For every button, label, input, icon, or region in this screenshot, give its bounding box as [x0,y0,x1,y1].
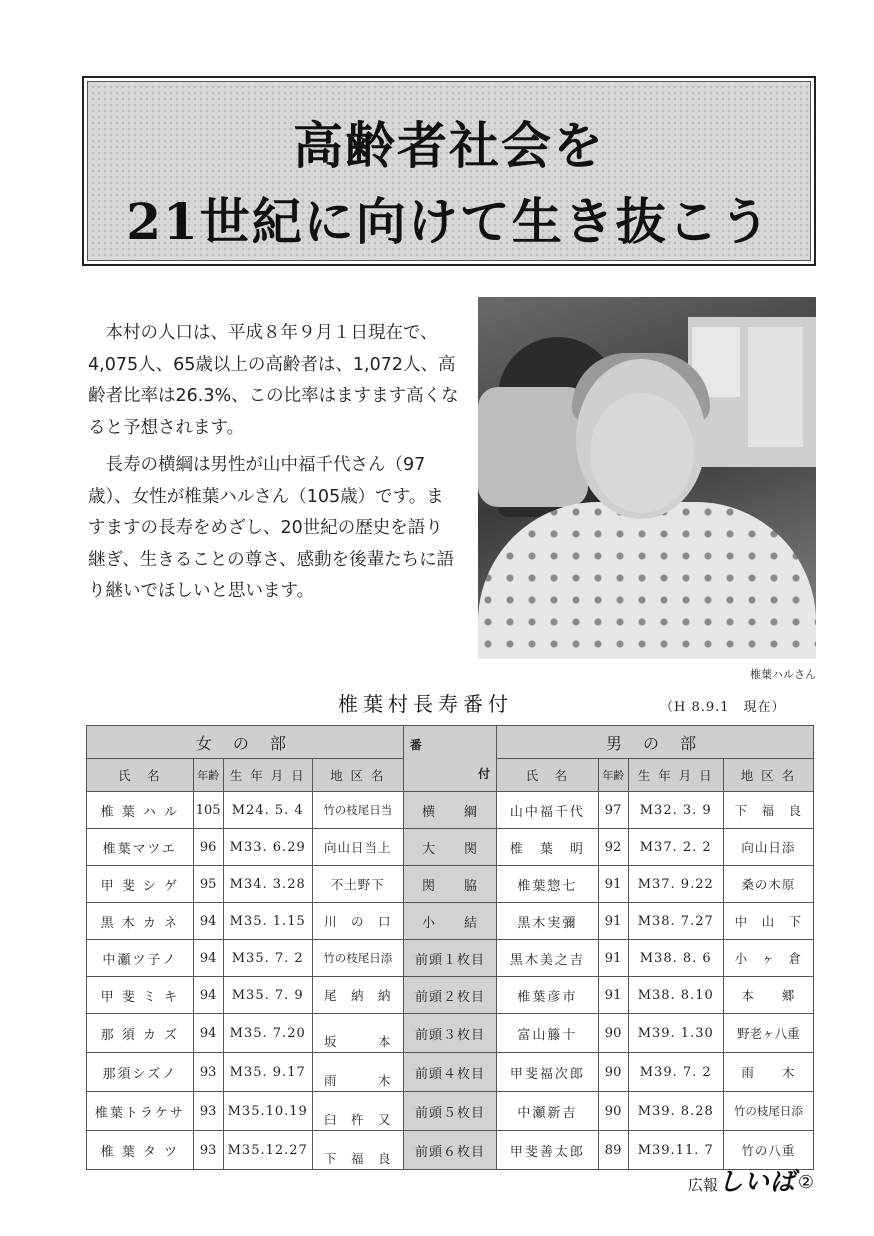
banzuke-header-bottom: 付 [478,766,491,781]
man-age: 91 [598,940,628,977]
woman-area: 竹の枝尾日添 [312,940,403,977]
man-name: 甲斐福次郎 [497,1053,598,1092]
woman-age: 93 [193,1131,223,1170]
woman-dob: M33. 6.29 [223,829,312,866]
intro-paragraph-2: 長寿の横綱は男性が山中福千代さん（97歳）、女性が椎葉ハルさん（105歳）です。ますますの長寿をめざし、20世紀の歴史を語り継ぎ、生きることの尊さ、感動を後輩たちに語り継いでほしいと思います。 [88,455,455,601]
woman-area: 向山日当上 [312,829,403,866]
man-name: 椎葉惣七 [497,866,598,903]
title-line-1: 高齢者社会を [293,116,605,175]
col-dob-women: 生 年 月 日 [223,759,312,792]
table-row [87,829,814,866]
woman-age: 95 [193,866,223,903]
man-age: 91 [598,903,628,940]
footer-koho: 広報 [687,1176,718,1194]
table-row [87,977,814,1014]
woman-age: 96 [193,829,223,866]
woman-dob: M35. 7. 2 [223,940,312,977]
ranking-title: 椎葉村長寿番付 [338,692,513,716]
man-dob: M32. 3. 9 [628,792,723,829]
col-area-women: 地 区 名 [312,759,403,792]
woman-area: 尾 納 納 [312,977,403,1014]
table-row [87,903,814,940]
man-name: 黒木美之吉 [497,940,598,977]
man-age: 90 [598,1053,628,1092]
man-age: 90 [598,1092,628,1131]
rank: 前頭６枚目 [403,1131,496,1170]
man-age: 92 [598,829,628,866]
rank: 横 綱 [403,792,496,829]
table-row [87,792,814,829]
woman-age: 94 [193,940,223,977]
intro-paragraph-1: 本村の人口は、平成８年９月１日現在で、4,075人、65歳以上の高齢者は、1,072人、高齢者比率は26.3%、この比率はますます高くなると予想されます。 [88,323,459,438]
man-area: 中 山 下 [723,903,813,940]
man-age: 91 [598,977,628,1014]
col-area-men: 地 区 名 [723,759,813,792]
page-number: ② [797,1172,814,1193]
man-area: 桑の木原 [723,866,813,903]
man-area: 雨 木 [723,1053,813,1092]
man-name: 椎 葉 明 [497,829,598,866]
man-dob: M39.11. 7 [628,1131,723,1170]
man-age: 97 [598,792,628,829]
woman-name: 甲 斐 ミ キ [87,977,194,1014]
rank: 前頭４枚目 [403,1053,496,1092]
man-dob: M39. 7. 2 [628,1053,723,1092]
col-age-women: 年齢 [193,759,223,792]
footer-masthead [688,1162,814,1198]
rank: 前頭５枚目 [403,1092,496,1131]
rank: 前頭２枚目 [403,977,496,1014]
man-name: 富山籐十 [497,1014,598,1053]
rank: 関 脇 [403,866,496,903]
man-name: 黒木実彌 [497,903,598,940]
woman-area: 雨 木 [312,1053,403,1092]
woman-dob: M34. 3.28 [223,866,312,903]
woman-name: 黒 木 カ ネ [87,903,194,940]
men-section-header: 男 の 部 [497,726,814,759]
man-age: 91 [598,866,628,903]
rank: 小 結 [403,903,496,940]
table-row [87,866,814,903]
woman-dob: M35. 1.15 [223,903,312,940]
man-age: 90 [598,1014,628,1053]
man-name: 中瀬新吉 [497,1092,598,1131]
table-row [87,1014,814,1053]
woman-area: 坂 本 [312,1014,403,1053]
woman-name: 椎 葉 タ ツ [87,1131,194,1170]
woman-area: 竹の枝尾日当 [312,792,403,829]
woman-age: 94 [193,903,223,940]
man-dob: M38. 8.10 [628,977,723,1014]
title-line-2: 21世紀に向けて生き抜こう [126,192,772,251]
woman-dob: M35.10.19 [223,1092,312,1131]
woman-name: 那 須 カ ズ [87,1014,194,1053]
intro-text [88,318,460,614]
woman-name: 椎 葉 ハ ル [87,792,194,829]
footer-shiiba-logo: しいば [717,1167,796,1196]
table-row [87,940,814,977]
woman-age: 105 [193,792,223,829]
rank: 前頭１枚目 [403,940,496,977]
man-dob: M39. 8.28 [628,1092,723,1131]
woman-area: 下 福 良 [312,1131,403,1170]
woman-dob: M35. 7. 9 [223,977,312,1014]
table-row [87,1053,814,1092]
col-name-men: 氏 名 [497,759,598,792]
woman-name: 椎葉マツエ [87,829,194,866]
man-name: 山中福千代 [497,792,598,829]
title-banner [82,76,816,266]
col-age-men: 年齢 [598,759,628,792]
woman-age: 94 [193,977,223,1014]
man-name: 椎葉彦市 [497,977,598,1014]
woman-area: 不土野下 [312,866,403,903]
woman-age: 93 [193,1092,223,1131]
women-section-header: 女 の 部 [87,726,404,759]
ranking-date: （H 8.9.1 現在） [660,700,786,715]
man-area: 竹の八重 [723,1131,813,1170]
man-area: 向山日添 [723,829,813,866]
table-row [87,1092,814,1131]
banzuke-header [403,726,496,792]
col-dob-men: 生 年 月 日 [628,759,723,792]
woman-dob: M24. 5. 4 [223,792,312,829]
rank: 大 関 [403,829,496,866]
man-age: 89 [598,1131,628,1170]
man-dob: M37. 9.22 [628,866,723,903]
man-area: 下 福 良 [723,792,813,829]
woman-age: 93 [193,1053,223,1092]
photo-caption: 椎葉ハルさん [750,668,816,681]
longevity-ranking-table [86,725,814,1170]
banzuke-header-top: 番 [409,737,422,752]
woman-dob: M35. 7.20 [223,1014,312,1053]
rank: 前頭３枚目 [403,1014,496,1053]
woman-dob: M35. 9.17 [223,1053,312,1092]
man-area: 本 郷 [723,977,813,1014]
man-dob: M37. 2. 2 [628,829,723,866]
man-dob: M38. 8. 6 [628,940,723,977]
woman-name: 中瀬ツ子ノ [87,940,194,977]
woman-name: 甲 斐 シ ゲ [87,866,194,903]
woman-age: 94 [193,1014,223,1053]
man-dob: M38. 7.27 [628,903,723,940]
man-name: 甲斐善太郎 [497,1131,598,1170]
woman-name: 那須シズノ [87,1053,194,1092]
man-dob: M39. 1.30 [628,1014,723,1053]
woman-area: 臼 杵 又 [312,1092,403,1131]
woman-name: 椎葉トラケサ [87,1092,194,1131]
man-area: 小 ヶ 倉 [723,940,813,977]
man-area: 野老ヶ八重 [723,1014,813,1053]
woman-area: 川 の 口 [312,903,403,940]
portrait-photo [478,297,816,659]
col-name-women: 氏 名 [87,759,194,792]
man-area: 竹の枝尾日添 [723,1092,813,1131]
woman-dob: M35.12.27 [223,1131,312,1170]
